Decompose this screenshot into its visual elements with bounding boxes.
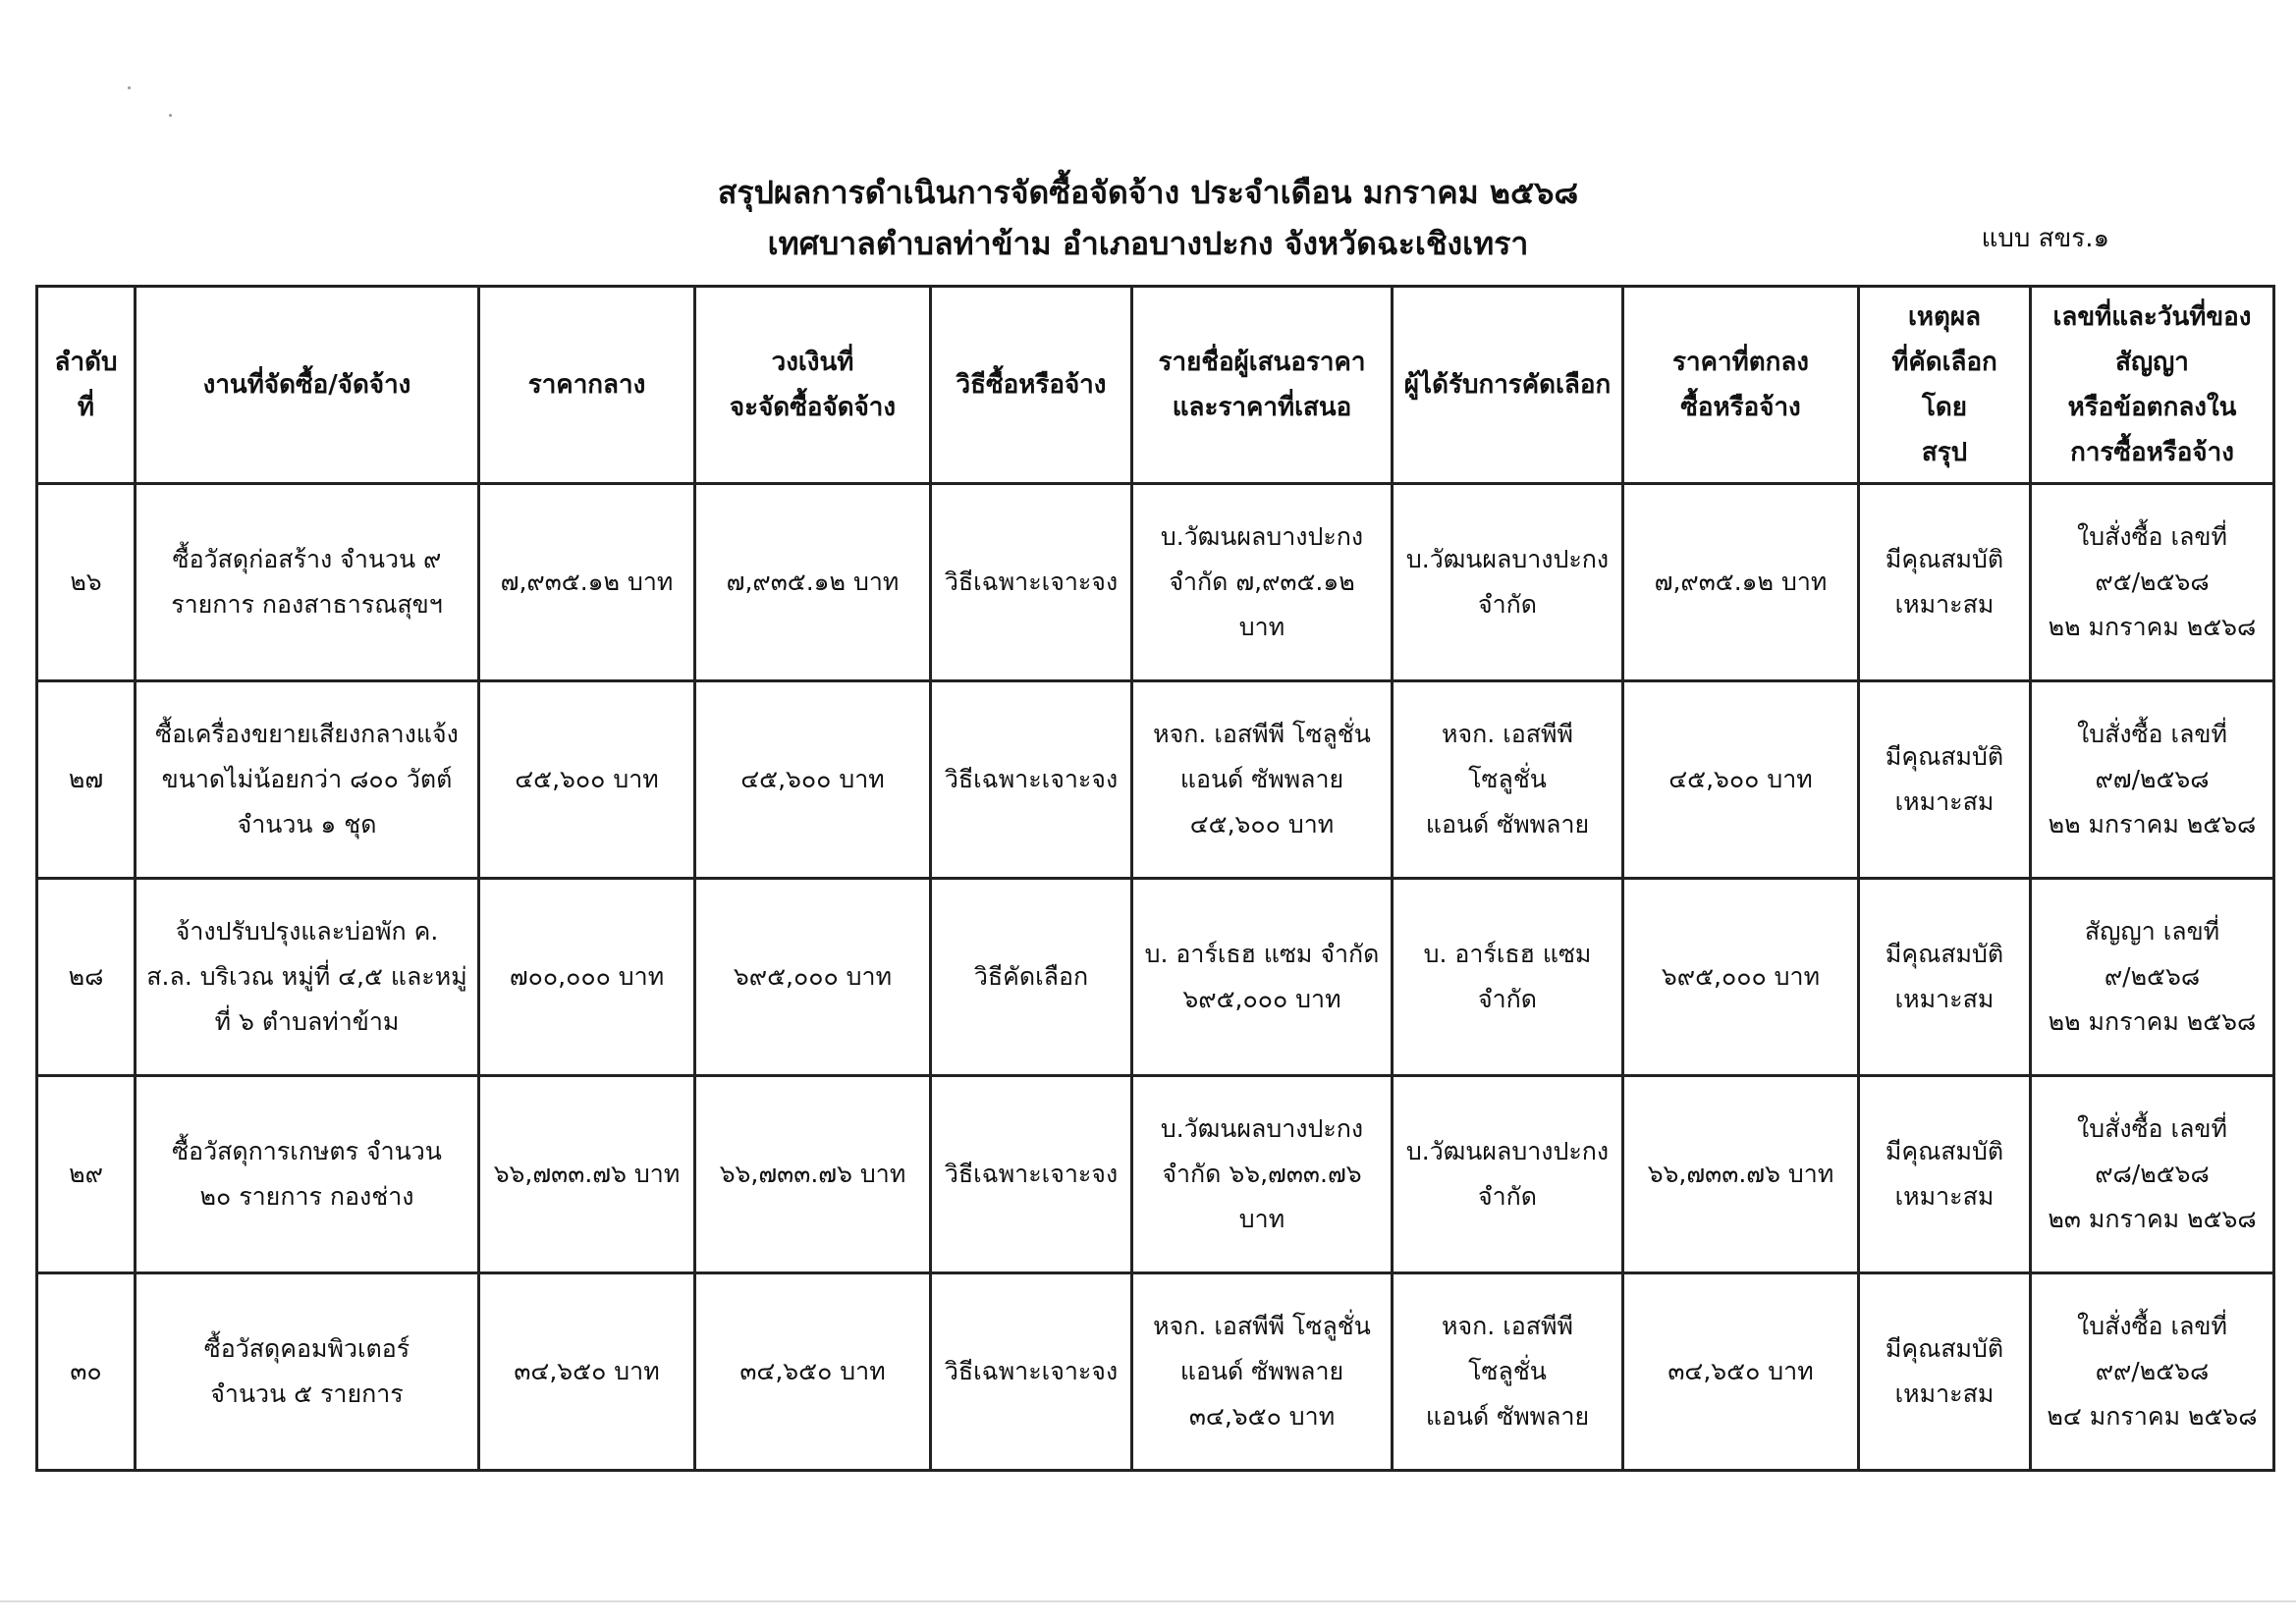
item-cell-line: ที่ ๖ ตำบลท่าข้าม (214, 1007, 400, 1036)
column-header-line: สรุป (1921, 438, 1968, 467)
contract-cell-line: ๙๙/๒๕๖๘ (2095, 1357, 2210, 1385)
contract-cell-line: ใบสั่งซื้อ เลขที่ (2077, 522, 2227, 551)
agreed-price-cell: ๗,๙๓๕.๑๒ บาท (1623, 484, 1859, 681)
column-header-line: หรือข้อตกลงใน (2067, 393, 2237, 422)
bidders-cell-line: หจก. เอสพีพี โซลูชั่น (1153, 1312, 1371, 1340)
bidders-cell-line: จำกัด ๗,๙๓๕.๑๒ บาท (1169, 568, 1355, 641)
bidders-cell-line: บ.วัฒนผลบางปะกง (1160, 1114, 1364, 1143)
contract-cell-line: ๒๒ มกราคม ๒๕๖๘ (2048, 1007, 2257, 1036)
page-title (0, 167, 2296, 269)
item-cell-line: ซื้อวัสดุคอมพิวเตอร์ (203, 1334, 410, 1363)
table-body (37, 484, 2274, 1471)
scan-speck (169, 114, 172, 117)
column-header (1859, 287, 2031, 484)
reason-cell (1859, 681, 2031, 879)
reason-cell-line: เหมาะสม (1894, 1182, 1995, 1211)
column-header-line: งานที่จัดซื้อ/จัดจ้าง (202, 370, 411, 400)
selected-vendor-cell (1393, 681, 1623, 879)
row-number-cell: ๒๘ (37, 879, 136, 1076)
selected-vendor-cell-line: แอนด์ ซัพพลาย (1425, 1402, 1590, 1431)
reason-cell-line: มีคุณสมบัติ (1885, 940, 2004, 968)
column-header-line: ซื้อหรือจ้าง (1680, 393, 1801, 422)
median-price-cell: ๓๔,๖๕๐ บาท (479, 1273, 695, 1471)
median-price-cell: ๔๕,๖๐๐ บาท (479, 681, 695, 879)
column-header-line: วิธีซื้อหรือจ้าง (956, 370, 1107, 400)
median-price-cell: ๖๖,๗๓๓.๗๖ บาท (479, 1076, 695, 1273)
item-cell (136, 484, 479, 681)
bidders-cell (1132, 681, 1393, 879)
agreed-price-cell: ๓๔,๖๕๐ บาท (1623, 1273, 1859, 1471)
selected-vendor-cell-line: จำกัด (1477, 1182, 1538, 1211)
column-header-line: และราคาที่เสนอ (1172, 393, 1352, 422)
table-row (37, 1076, 2274, 1273)
contract-cell-line: ใบสั่งซื้อ เลขที่ (2077, 1312, 2227, 1340)
title-line-2: เทศบาลตำบลท่าข้าม อำเภอบางปะกง จังหวัดฉะเชิงเทรา (767, 225, 1529, 262)
reason-cell-line: มีคุณสมบัติ (1885, 742, 2004, 771)
table-row (37, 681, 2274, 879)
item-cell (136, 1076, 479, 1273)
column-header (479, 287, 695, 484)
reason-cell-line: เหมาะสม (1894, 787, 1995, 816)
agreed-price-cell: ๖๖,๗๓๓.๗๖ บาท (1623, 1076, 1859, 1273)
column-header-line: ผู้ได้รับการคัดเลือก (1403, 370, 1612, 400)
item-cell-line: ซื้อวัสดุการเกษตร จำนวน (172, 1137, 442, 1165)
reason-cell (1859, 484, 2031, 681)
scan-speck (128, 86, 131, 89)
contract-cell-line: ๒๒ มกราคม ๒๕๖๘ (2048, 613, 2257, 641)
item-cell-line: จำนวน ๑ ชุด (237, 810, 377, 839)
contract-cell (2031, 681, 2274, 879)
reason-cell (1859, 879, 2031, 1076)
contract-cell-line: ๒๒ มกราคม ๒๕๖๘ (2048, 810, 2257, 839)
bidders-cell-line: จำกัด ๖๖,๗๓๓.๗๖ (1162, 1160, 1362, 1188)
median-price-cell: ๗๐๐,๐๐๐ บาท (479, 879, 695, 1076)
item-cell-line: จ้างปรับปรุงและบ่อพัก ค. (175, 917, 439, 946)
row-number-cell: ๒๙ (37, 1076, 136, 1273)
bidders-cell-line: แอนด์ ซัพพลาย (1179, 765, 1344, 793)
table-header-row (37, 287, 2274, 484)
column-header-line: ราคาที่ตกลง (1672, 348, 1809, 377)
reason-cell-line: มีคุณสมบัติ (1885, 1137, 2004, 1165)
bidders-cell (1132, 879, 1393, 1076)
bidders-cell-line: บ.วัฒนผลบางปะกง (1160, 522, 1364, 551)
item-cell-line: ซื้อวัสดุก่อสร้าง จำนวน ๙ (172, 545, 442, 573)
contract-cell-line: ๙๕/๒๕๖๘ (2095, 568, 2210, 596)
form-code: แบบ สขร.๑ (1981, 224, 2109, 253)
budget-cell: ๖๖,๗๓๓.๗๖ บาท (695, 1076, 931, 1273)
column-header (931, 287, 1132, 484)
column-header-line: เหตุผล (1907, 302, 1982, 332)
contract-cell (2031, 484, 2274, 681)
selected-vendor-cell-line: บ.วัฒนผลบางปะกง (1405, 545, 1610, 573)
item-cell-line: ซื้อเครื่องขยายเสียงกลางแจ้ง (155, 720, 459, 748)
contract-cell-line: ใบสั่งซื้อ เลขที่ (2077, 1114, 2227, 1143)
method-cell: วิธีเฉพาะเจาะจง (931, 1076, 1132, 1273)
column-header (1623, 287, 1859, 484)
selected-vendor-cell (1393, 879, 1623, 1076)
column-header (695, 287, 931, 484)
item-cell (136, 1273, 479, 1471)
bidders-cell-line: หจก. เอสพีพี โซลูชั่น (1153, 720, 1371, 748)
item-cell (136, 879, 479, 1076)
row-number-cell: ๒๖ (37, 484, 136, 681)
bidders-cell-line: แอนด์ ซัพพลาย (1179, 1357, 1344, 1385)
bidders-cell-line: ๖๙๕,๐๐๐ บาท (1182, 985, 1341, 1013)
selected-vendor-cell-line: หจก. เอสพีพี โซลูชั่น (1442, 1312, 1573, 1385)
bidders-cell (1132, 1273, 1393, 1471)
column-header-line: การซื้อหรือจ้าง (2070, 438, 2234, 467)
contract-cell-line: ๙๗/๒๕๖๘ (2095, 765, 2210, 793)
method-cell: วิธีคัดเลือก (931, 879, 1132, 1076)
column-header-line: จะจัดซื้อจัดจ้าง (729, 393, 897, 422)
column-header-line: ราคากลาง (527, 370, 646, 400)
bidders-cell (1132, 484, 1393, 681)
selected-vendor-cell-line: บ.วัฒนผลบางปะกง (1405, 1137, 1610, 1165)
column-header (1132, 287, 1393, 484)
item-cell-line: ส.ล. บริเวณ หมู่ที่ ๔,๕ และหมู่ (146, 962, 467, 991)
method-cell: วิธีเฉพาะเจาะจง (931, 1273, 1132, 1471)
budget-cell: ๓๔,๖๕๐ บาท (695, 1273, 931, 1471)
reason-cell-line: เหมาะสม (1894, 1380, 1995, 1408)
item-cell-line: รายการ กองสาธารณสุขฯ (171, 590, 443, 619)
column-header (37, 287, 136, 484)
contract-cell-line: ๒๔ มกราคม ๒๕๖๘ (2047, 1402, 2258, 1431)
selected-vendor-cell-line: บ. อาร์เธฮ แซม (1423, 940, 1592, 968)
method-cell: วิธีเฉพาะเจาะจง (931, 484, 1132, 681)
reason-cell-line: เหมาะสม (1894, 985, 1995, 1013)
reason-cell-line: มีคุณสมบัติ (1885, 1334, 2004, 1363)
selected-vendor-cell-line: แอนด์ ซัพพลาย (1425, 810, 1590, 839)
column-header-line: ที่คัดเลือกโดย (1891, 348, 1997, 422)
column-header-line: ลำดับที่ (54, 348, 118, 422)
bidders-cell-line: บ. อาร์เธฮ แซม จำกัด (1144, 940, 1380, 968)
title-line-1: สรุปผลการดำเนินการจัดซื้อจัดจ้าง ประจำเดือน มกราคม ๒๕๖๘ (717, 174, 1579, 211)
column-header-line: วงเงินที่ (771, 348, 854, 377)
bidders-cell-line: ๔๕,๖๐๐ บาท (1189, 810, 1335, 839)
selected-vendor-cell-line: จำกัด (1477, 985, 1538, 1013)
contract-cell-line: ๙/๒๕๖๘ (2104, 962, 2201, 991)
budget-cell: ๗,๙๓๕.๑๒ บาท (695, 484, 931, 681)
item-cell-line: จำนวน ๕ รายการ (210, 1380, 404, 1408)
reason-cell-line: มีคุณสมบัติ (1885, 545, 2004, 573)
table-row (37, 1273, 2274, 1471)
contract-cell-line: ใบสั่งซื้อ เลขที่ (2077, 720, 2227, 748)
reason-cell (1859, 1273, 2031, 1471)
budget-cell: ๔๕,๖๐๐ บาท (695, 681, 931, 879)
reason-cell-line: เหมาะสม (1894, 590, 1995, 619)
contract-cell-line: สัญญา เลขที่ (2084, 917, 2220, 946)
bidders-cell-line: ๓๔,๖๕๐ บาท (1188, 1402, 1336, 1431)
agreed-price-cell: ๖๙๕,๐๐๐ บาท (1623, 879, 1859, 1076)
column-header-line: รายชื่อผู้เสนอราคา (1158, 348, 1366, 377)
selected-vendor-cell (1393, 484, 1623, 681)
contract-cell (2031, 879, 2274, 1076)
column-header-line: เลขที่และวันที่ของ (2052, 302, 2252, 332)
procurement-table (35, 285, 2275, 1472)
item-cell-line: ๒๐ รายการ กองช่าง (199, 1182, 414, 1211)
row-number-cell: ๓๐ (37, 1273, 136, 1471)
item-cell-line: ขนาดไม่น้อยกว่า ๘๐๐ วัตต์ (161, 765, 453, 793)
agreed-price-cell: ๔๕,๖๐๐ บาท (1623, 681, 1859, 879)
budget-cell: ๖๙๕,๐๐๐ บาท (695, 879, 931, 1076)
scan-edge-line (0, 1600, 2296, 1602)
contract-cell (2031, 1076, 2274, 1273)
contract-cell-line: ๙๘/๒๕๖๘ (2095, 1160, 2210, 1188)
selected-vendor-cell (1393, 1076, 1623, 1273)
selected-vendor-cell (1393, 1273, 1623, 1471)
table-row (37, 484, 2274, 681)
selected-vendor-cell-line: จำกัด (1477, 590, 1538, 619)
item-cell (136, 681, 479, 879)
median-price-cell: ๗,๙๓๕.๑๒ บาท (479, 484, 695, 681)
column-header (136, 287, 479, 484)
contract-cell (2031, 1273, 2274, 1471)
bidders-cell-line: บาท (1238, 1205, 1285, 1233)
row-number-cell: ๒๗ (37, 681, 136, 879)
bidders-cell (1132, 1076, 1393, 1273)
table-row (37, 879, 2274, 1076)
method-cell: วิธีเฉพาะเจาะจง (931, 681, 1132, 879)
column-header (1393, 287, 1623, 484)
reason-cell (1859, 1076, 2031, 1273)
contract-cell-line: ๒๓ มกราคม ๒๕๖๘ (2048, 1205, 2257, 1233)
selected-vendor-cell-line: หจก. เอสพีพี โซลูชั่น (1442, 720, 1573, 793)
column-header-line: สัญญา (2115, 348, 2189, 377)
column-header (2031, 287, 2274, 484)
